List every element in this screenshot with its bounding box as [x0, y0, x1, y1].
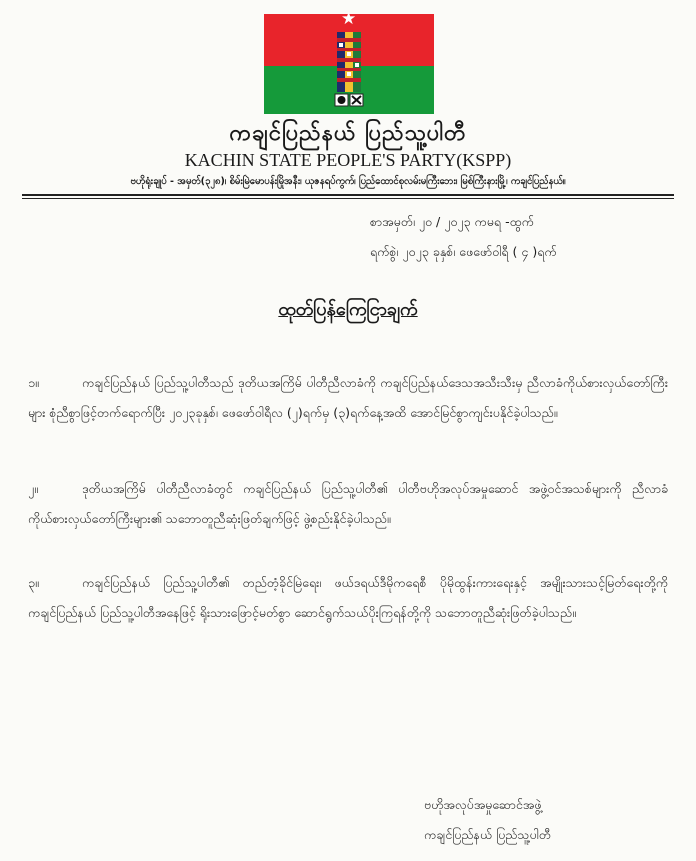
paragraph-3 [28, 568, 668, 628]
pen-emblem-icon [334, 30, 364, 108]
paragraph-text: ကချင်ပြည်နယ် ပြည်သူ့ပါတီသည် ဒုတိယအကြိမ် ပါတီညီလာခံကို ကချင်ပြည်နယ်ဒေသအသီးသီးမှ ညီလာခံကိုယ်စားလှယ်တော်ကြီးများ စုံညီစွာဖြင့်တက်ရောက်ပြီး ၂၀၂၃ခုနှစ်၊ ဖေဖော်ဝါရီလ (၂)ရက်မှ (၃)ရက်နေ့အထိ အောင်မြင်စွာကျင်းပနိုင်ခဲ့ပါသည်။ [28, 375, 668, 420]
signature-party: ကချင်ပြည်နယ် ပြည်သူ့ပါတီ [424, 827, 551, 842]
party-name-english: KACHIN STATE PEOPLE'S PARTY(KSPP) [184, 150, 512, 170]
announcement-title: ထုတ်ပြန်ကြေငြာချက် [278, 299, 418, 320]
party-name-burmese: ကချင်ပြည်နယ် ပြည်သူ့ပါတီ [229, 120, 467, 146]
paragraph-number: ၁။ [28, 375, 39, 390]
header-divider [22, 194, 674, 196]
paragraph-2 [28, 474, 668, 534]
letter-number: စာအမှတ်၊ ၂၀ / ၂၀၂၃ ကမရ -ထွက် [370, 214, 534, 229]
paragraph-text: ကချင်ပြည်နယ် ပြည်သူ့ပါတီ၏ တည်တံ့ခိုင်မြဲရေး၊ ဖယ်ဒရယ်ဒီမိုကရေစီ ပိုမိုထွန်းကားရေးနှင့် အမျိုးသားသင့်မြတ်ရေးတို့ကို ကချင်ပြည်နယ် ပြည်သူ့ပါတီအနေဖြင့် ရိုးသားဖြောင့်မတ်စွာ ဆောင်ရွက်သယ်ပိုးကြရန်တို့ကို သဘောတူညီဆုံးဖြတ်ခဲ့ပါသည်။ [28, 575, 668, 620]
signature-block [424, 790, 674, 850]
header-divider-thin [22, 198, 674, 199]
party-flag [264, 9, 434, 114]
headquarters-address: ဗဟိုရုံးချုပ် - အမှတ်(၃၂၈)၊ စိမ်းမြဲမောပန်းမြိုအနီး၊ ယုဇနရပ်ကွက်၊ ပြည်ထောင်စုလမ်းမကြီးဘေး၊ မြစ်ကြီးနားမြို့၊ ကချင်ပြည်နယ်။ [130, 176, 566, 187]
paragraph-1 [28, 368, 668, 428]
paragraph-text: ဒုတိယအကြိမ် ပါတီညီလာခံတွင် ကချင်ပြည်နယ် ပြည်သူ့ပါတီ၏ ပါတီဗဟိုအလုပ်အမှုဆောင် အဖွဲ့ဝင်အသစ်များကို ညီလာခံကိုယ်စားလှယ်တော်ကြီးများ၏ သဘောတူညီဆုံးဖြတ်ချက်ဖြင့် ဖွဲ့စည်းနိုင်ခဲ့ပါသည်။ [28, 481, 668, 526]
paragraph-number: ၃။ [28, 575, 39, 590]
reference-block [370, 207, 670, 267]
signature-committee: ဗဟိုအလုပ်အမှုဆောင်အဖွဲ့ [424, 797, 542, 812]
letter-date: ရက်စွဲ၊ ၂၀၂၃ ခုနှစ်၊ ဖေဖော်ဝါရီ ( ၄ )ရက် [370, 244, 557, 259]
star-icon: ★ [341, 9, 357, 29]
paragraph-number: ၂။ [28, 481, 38, 496]
